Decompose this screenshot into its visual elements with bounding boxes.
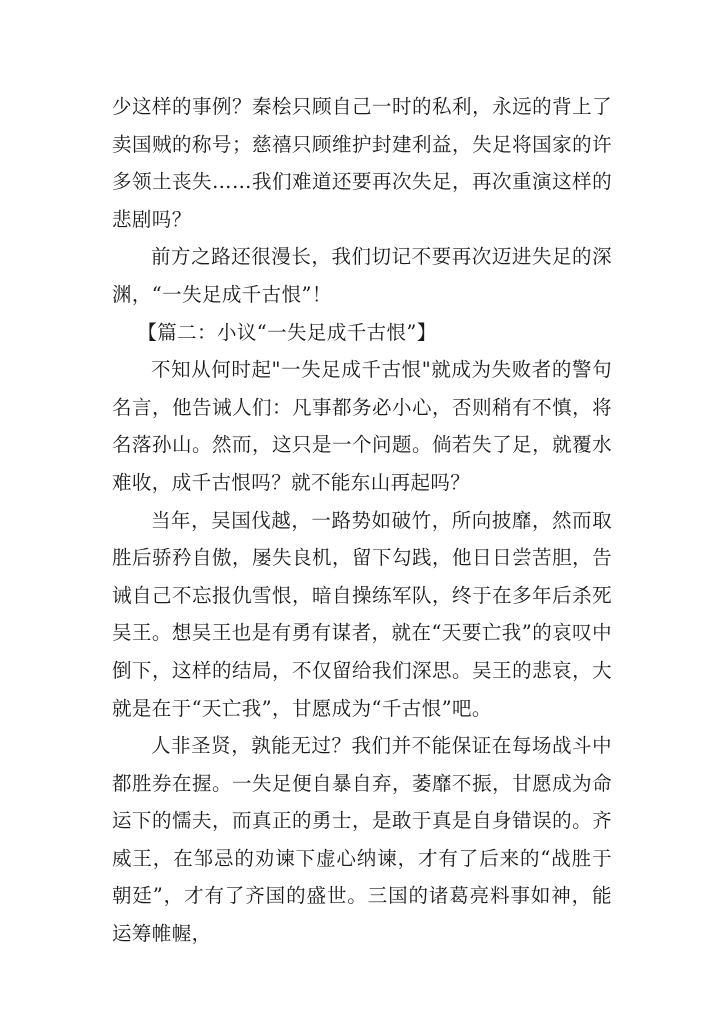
paragraph-sages: 人非圣贤，孰能无过？我们并不能保证在每场战斗中都胜券在握。一失足便自暴自弃，萎靡不振，甘愿成为命运下的懦夫，而真正的勇士，是敢于真是自身错误的。齐威王，在邹忌的劝谏下虚心纳谏，才有了后来的“战胜于朝廷”，才有了齐国的盛世。三国的诸葛亮料事如神，能运筹帷幄， [112,734,612,946]
paragraph-conclusion: 前方之路还很漫长，我们切记不要再次迈进失足的深渊，“一失足成千古恨”！ [112,245,612,306]
paragraph-wu-king: 当年，吴国伐越，一路势如破竹，所向披靡，然而取胜后骄矜自傲，屡失良机，留下勾践，他日日尝苦胆，告诫自己不忘报仇雪恨，暗自操练军队，终于在多年后杀死吴王。想吴王也是有勇有谋者，就在“天要亡我”的哀叹中倒下，这样的结局，不仅留给我们深思。吴王的悲哀，大就是在于“天亡我”，甘愿成为“千古恨”吧。 [112,508,612,720]
paragraph-continuation: 少这样的事例？秦桧只顾自己一时的私利，永远的背上了卖国贼的称号；慈禧只顾维护封建利益，失足将国家的许多领土丧失……我们难道还要再次失足，再次重演这样的悲剧吗？ [112,95,612,231]
paragraph-intro: 不知从何时起"一失足成千古恨"就成为失败者的警句名言，他告诫人们：凡事都务必小心，否则稍有不慎，将名落孙山。然而，这只是一个问题。倘若失了足，就覆水难收，成千古恨吗？就不能东山再起吗？ [112,358,612,494]
section-title: 【篇二：小议“一失足成千古恨”】 [137,320,437,344]
document-body [112,88,612,953]
